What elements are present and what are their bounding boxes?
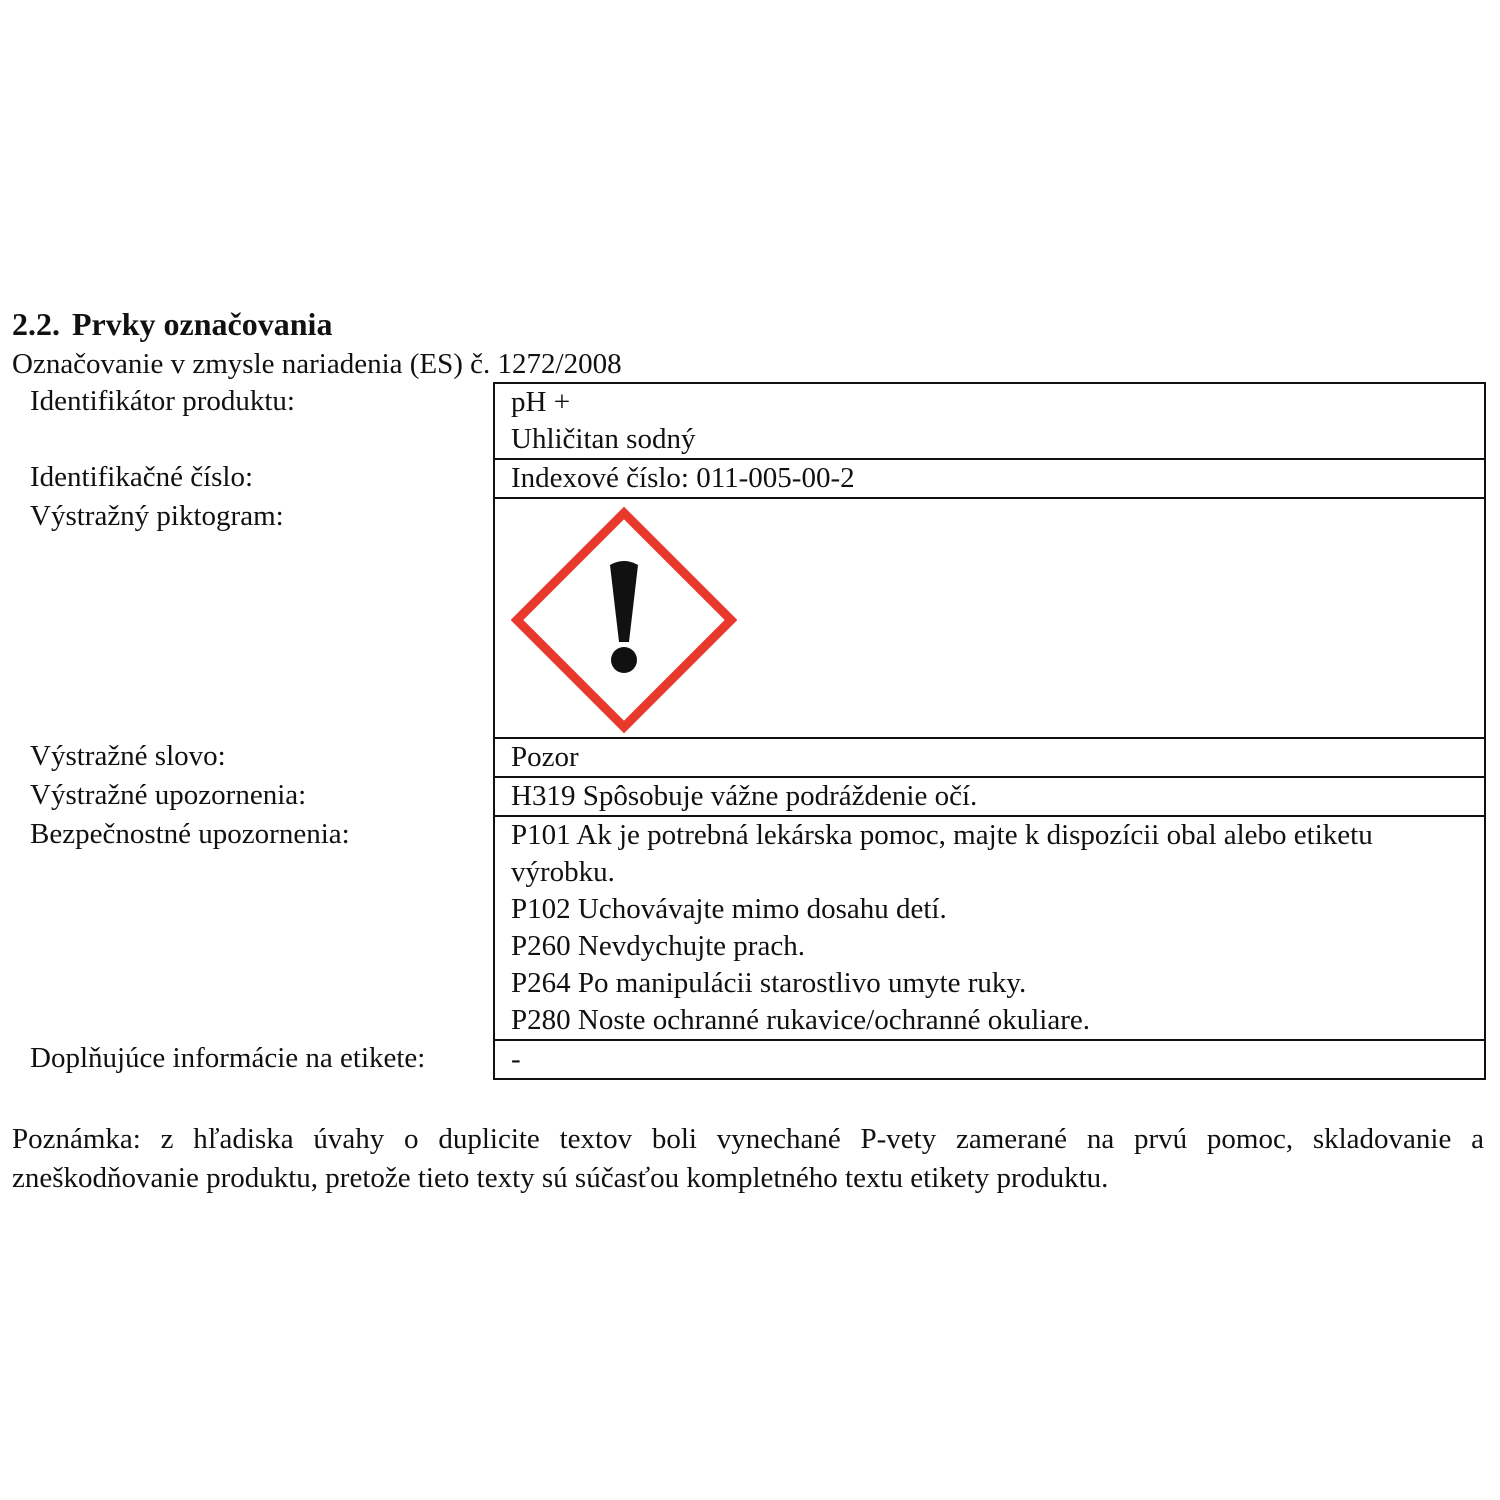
pictogram-label: Výstražný piktogram: xyxy=(30,500,284,532)
identification-number-label: Identifikačné číslo: xyxy=(30,461,254,493)
hazard-statements-value: H319 Spôsobuje vážne podráždenie očí. xyxy=(494,777,1485,816)
pictogram-cell xyxy=(494,498,1485,738)
product-substance: Uhličitan sodný xyxy=(511,423,696,455)
note-paragraph: Poznámka: z hľadiska úvahy o duplicite textov boli vynechané P-vety zamerané na prvú pomoc, skladovanie a zneškodňovanie produktu, pretože tieto texty sú súčasťou kompletného textu etikety produktu. xyxy=(12,1123,1484,1194)
hazard-statements-label: Výstražné upozornenia: xyxy=(30,779,307,811)
precautionary-statements-label: Bezpečnostné upozornenia: xyxy=(30,818,350,850)
signal-word-value: Pozor xyxy=(494,738,1485,777)
supplementary-information-value: - xyxy=(494,1040,1485,1079)
section-subtitle: Označovanie v zmysle nariadenia (ES) č. 1272/2008 xyxy=(12,348,622,380)
precautionary-statements-value xyxy=(494,816,1485,1040)
labelling-section xyxy=(12,302,1486,1080)
precautionary-statement: P280 Noste ochranné rukavice/ochranné okuliare. xyxy=(511,1004,1090,1036)
row-identification-number xyxy=(12,459,1485,498)
precautionary-statement: P260 Nevdychujte prach. xyxy=(511,930,805,962)
row-pictogram xyxy=(12,498,1485,738)
product-identifier-label: Identifikátor produktu: xyxy=(30,385,295,417)
row-signal-word xyxy=(12,738,1485,777)
precautionary-statement: P264 Po manipulácii starostlivo umyte ruky. xyxy=(511,967,1027,999)
section-title: Prvky označovania xyxy=(72,306,333,342)
product-identifier-value xyxy=(494,383,1485,459)
section-heading xyxy=(12,302,1486,346)
product-name: pH + xyxy=(511,386,571,418)
row-hazard-statements xyxy=(12,777,1485,816)
supplementary-information-label: Doplňujúce informácie na etikete: xyxy=(30,1042,426,1074)
section-number: 2.2. xyxy=(12,306,60,342)
row-product-identifier xyxy=(12,383,1485,459)
identification-number-value: Indexové číslo: 011-005-00-2 xyxy=(494,459,1485,498)
row-precautionary-statements xyxy=(12,816,1485,1040)
label-elements-table xyxy=(12,382,1486,1080)
signal-word-label: Výstražné slovo: xyxy=(30,740,226,772)
ghs07-exclamation-mark-icon xyxy=(511,507,737,733)
row-supplementary-information xyxy=(12,1040,1485,1079)
precautionary-statement: P102 Uchovávajte mimo dosahu detí. xyxy=(511,893,947,925)
precautionary-statement: P101 Ak je potrebná lekárska pomoc, majte k dispozícii obal alebo etiketu výrobku. xyxy=(511,819,1373,888)
